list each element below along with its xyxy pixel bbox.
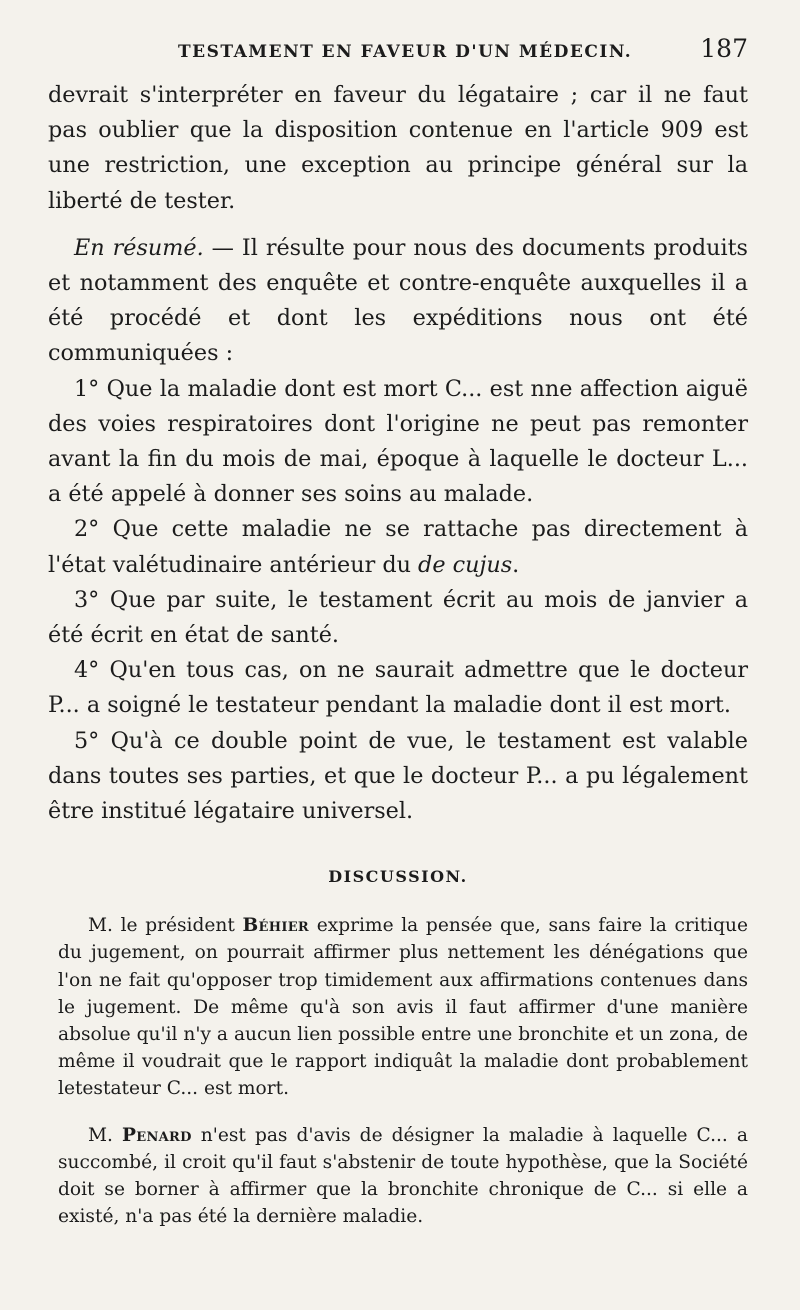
discussion-paragraph-penard xyxy=(48,1122,748,1231)
item-2-end: . xyxy=(512,551,520,578)
speaker-name-behier: Béhier xyxy=(242,915,310,937)
conclusion-item-5: 5° Qu'à ce double point de vue, le testament est valable dans toutes ses parties, et que le docteur P... a pu légalement être institué légataire universel. xyxy=(48,727,748,825)
running-title: TESTAMENT EN FAVEUR D'UN MÉDECIN. xyxy=(178,42,633,62)
conclusion-item-3: 3° Que par suite, le testament écrit au mois de janvier a été écrit en état de santé. xyxy=(48,586,748,649)
item-2-latin: de cujus xyxy=(418,551,513,578)
section-heading: DISCUSSION. xyxy=(328,867,468,887)
resume-text: — Il résulte pour nous des documents produits et notamment des enquête et contre-enquête auxquelles il a été procédé et dont les expéditions nous ont été communiquées : xyxy=(48,234,748,367)
body-text xyxy=(48,78,748,829)
speaker-name-penard: Penard xyxy=(122,1124,192,1146)
paragraph-resume xyxy=(48,231,748,372)
discussion-paragraph-behier xyxy=(48,912,748,1102)
penard-prefix: M. xyxy=(88,1124,122,1146)
conclusion-item-2 xyxy=(48,512,748,582)
conclusion-item-4: 4° Qu'en tous cas, on ne saurait admettre que le docteur P... a soigné le testateur pendant la maladie dont il est mort. xyxy=(48,657,748,719)
resume-lead: En résumé. xyxy=(74,234,204,261)
penard-text: n'est pas d'avis de désigner la maladie à laquelle C... a succombé, il croit qu'il faut s'abstenir de toute hypothèse, que la Société doit se borner à affirmer que la bronchite chronique de C... si elle a existé, n'a pas été la dernière maladie. xyxy=(58,1124,748,1228)
running-head xyxy=(48,34,748,78)
behier-text: exprime la pensée que, sans faire la critique du jugement, on pourrait affirmer plus nettement les dénégations que l'on ne fait qu'opposer trop timidement aux affirmations contenues dans le jugement. De même qu'à son avis il faut affirmer d'une manière absolue qu'il n'y a aucun lien possible entre une bronchite et un zona, de même il voudrait que le rapport indiquât la maladie dont probablement letestateur C... est mort. xyxy=(58,915,748,1100)
discussion xyxy=(48,912,748,1230)
conclusion-item-1: 1° Que la maladie dont est mort C... est nne affection aiguë des voies respiratoires dont l'origine ne peut pas remonter avant la fin du mois de mai, époque à laquelle le docteur L... a été appelé à donner ses soins au malade. xyxy=(48,375,748,508)
item-2-text: 2° Que cette maladie ne se rattache pas directement à l'état valétudinaire antérieur du xyxy=(48,516,748,578)
page-number: 187 xyxy=(700,34,748,63)
paragraph-continuation: devrait s'interpréter en faveur du légataire ; car il ne faut pas oublier que la disposition contenue en l'article 909 est une restriction, une exception au principe général sur la liberté de tester. xyxy=(48,82,748,214)
behier-prefix: M. le président xyxy=(88,915,243,937)
